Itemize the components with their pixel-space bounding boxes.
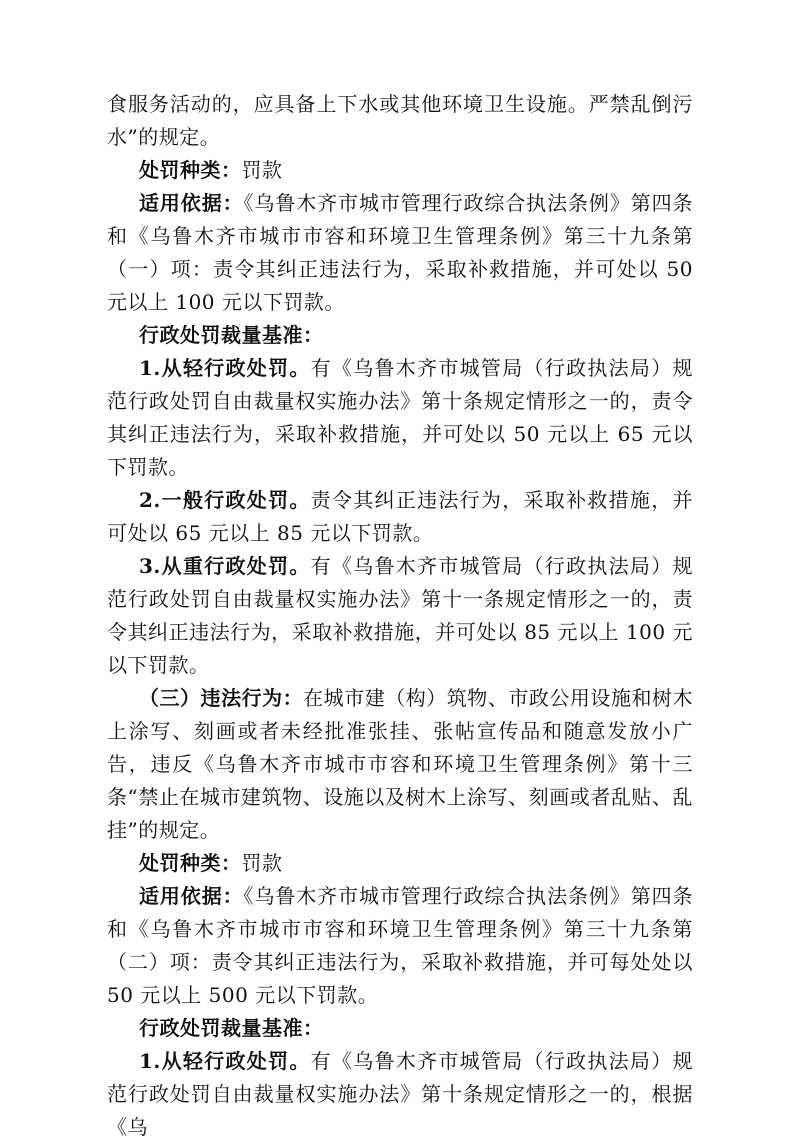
paragraph-text: 有《乌鲁木齐市城管局（行政执法局）规范行政处罚自由裁量权实施办法》第十条规定情形之一的，根据《乌 [107,1049,693,1139]
paragraph-penalty-type [107,847,693,880]
paragraph-text: 《乌鲁木齐市城市管理行政综合执法条例》第四条和《乌鲁木齐市城市市容和环境卫生管理条例》第三十九条第（一）项：责令其纠正违法行为，采取补救措施，并可处以 50 元以上 100 元以下罚款。 [107,191,694,314]
paragraph-text: 有《乌鲁木齐市城管局（行政执法局）规范行政处罚自由裁量权实施办法》第十条规定情形之一的，责令其纠正违法行为，采取补救措施，并可处以 50 元以上 65 元以下罚款。 [107,356,693,479]
paragraph-label: 适用依据： [139,884,244,908]
paragraph-label: （三）违法行为： [139,686,304,710]
paragraph-label: 1.从轻行政处罚。 [139,1049,311,1073]
paragraph-label: 适用依据： [139,191,244,215]
paragraph-lenient-penalty [107,352,693,484]
paragraph-label: 1.从轻行政处罚。 [139,356,311,380]
paragraph-severe-penalty [107,550,693,682]
paragraph-penalty-type [107,154,693,187]
paragraph-continuation [107,88,693,154]
paragraph-text: 责令其纠正违法行为，采取补救措施，并可处以 65 元以上 85 元以下罚款。 [107,488,693,545]
paragraph-text: 有《乌鲁木齐市城管局（行政执法局）规范行政处罚自由裁量权实施办法》第十一条规定情形之一的，责令其纠正违法行为，采取补救措施，并可处以 85 元以上 100 元以下罚款。 [107,554,693,677]
paragraph-text: 罚款 [241,158,283,182]
section-heading: 行政处罚裁量基准： [139,323,324,347]
paragraph-text: 《乌鲁木齐市城市管理行政综合执法条例》第四条和《乌鲁木齐市城市市容和环境卫生管理条例》第三十九条第（二）项：责令其纠正违法行为，采取补救措施，并可每处处以 50 元以上 500 元以下罚款。 [107,884,694,1007]
paragraph-legal-basis [107,187,693,319]
paragraph-text: 罚款 [241,851,283,875]
paragraph-text: 在城市建（构）筑物、市政公用设施和树木上涂写、刻画或者未经批准张挂、张帖宣传品和随意发放小广告，违反《乌鲁木齐市城市市容和环境卫生管理条例》第十三条“禁止在城市建筑物、设施以及树木上涂写、刻画或者乱贴、乱挂”的规定。 [107,686,694,842]
section-heading: 行政处罚裁量基准： [139,1016,324,1040]
paragraph-discretion-heading [107,319,693,352]
paragraph-text: 食服务活动的，应具备上下水或其他环境卫生设施。严禁乱倒污水”的规定。 [107,92,693,149]
paragraph-label: 2.一般行政处罚。 [139,488,311,512]
paragraph-legal-basis [107,880,693,1012]
paragraph-label: 处罚种类： [139,851,242,875]
paragraph-label: 处罚种类： [139,158,242,182]
paragraph-label: 3.从重行政处罚。 [139,554,311,578]
paragraph-discretion-heading [107,1012,693,1045]
paragraph-violation [107,682,693,847]
paragraph-lenient-penalty [107,1045,693,1144]
paragraph-general-penalty [107,484,693,550]
